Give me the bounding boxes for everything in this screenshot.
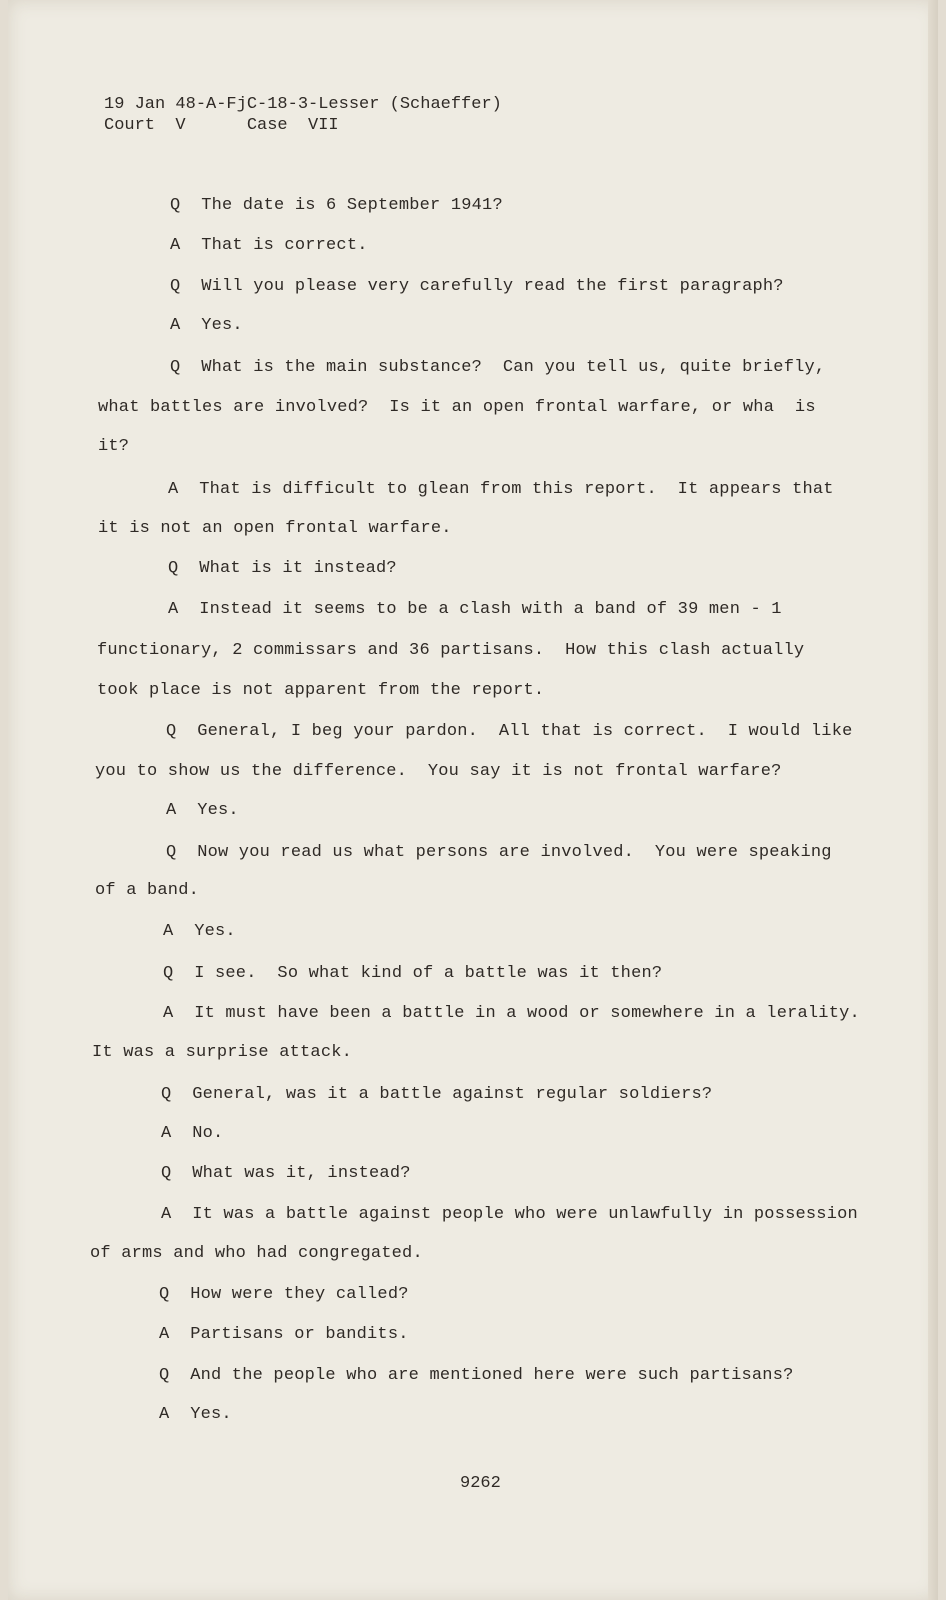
testimony-line: A Yes. — [166, 801, 239, 820]
testimony-line: A Instead it seems to be a clash with a band of 39 men - 1 — [168, 600, 782, 619]
testimony-line: A It must have been a battle in a wood or somewhere in a lerality. — [163, 1004, 860, 1023]
testimony-line: A It was a battle against people who were unlawfully in possession — [161, 1205, 858, 1224]
testimony-line: Q How were they called? — [159, 1285, 409, 1304]
testimony-line: Q General, I beg your pardon. All that is correct. I would like — [166, 722, 853, 741]
testimony-line: functionary, 2 commissars and 36 partisans. How this clash actually — [97, 641, 805, 660]
testimony-line: Q The date is 6 September 1941? — [170, 196, 503, 215]
testimony-line: Q What is it instead? — [168, 559, 397, 578]
testimony-line: it? — [98, 437, 130, 456]
testimony-line: A That is correct. — [170, 236, 368, 255]
testimony-line: Q Now you read us what persons are involved. You were speaking — [166, 843, 832, 862]
testimony-line: took place is not apparent from the report. — [97, 681, 545, 700]
testimony-line: what battles are involved? Is it an open frontal warfare, or wha is — [98, 398, 816, 417]
testimony-line: Q What is the main substance? Can you tell us, quite briefly, — [170, 358, 826, 377]
testimony-line: Q And the people who are mentioned here were such partisans? — [159, 1366, 794, 1385]
testimony-line: A Yes. — [159, 1405, 232, 1424]
testimony-line: Q Will you please very carefully read the first paragraph? — [170, 277, 784, 296]
testimony-line: A Yes. — [170, 316, 243, 335]
testimony-line: A Partisans or bandits. — [159, 1325, 409, 1344]
testimony-line: Q What was it, instead? — [161, 1164, 411, 1183]
header-line-2: Court V Case VII — [104, 116, 339, 135]
header-line-1: 19 Jan 48-A-FjC-18-3-Lesser (Schaeffer) — [104, 95, 502, 114]
testimony-line: of a band. — [95, 881, 200, 900]
testimony-line: Q General, was it a battle against regular soldiers? — [161, 1085, 713, 1104]
page-number: 9262 — [460, 1474, 501, 1493]
document-page — [8, 0, 938, 1600]
testimony-line: A No. — [161, 1124, 224, 1143]
testimony-line: Q I see. So what kind of a battle was it then? — [163, 964, 663, 983]
testimony-line: of arms and who had congregated. — [90, 1244, 423, 1263]
testimony-line: it is not an open frontal warfare. — [98, 519, 452, 538]
testimony-line: It was a surprise attack. — [92, 1043, 353, 1062]
testimony-line: A Yes. — [163, 922, 236, 941]
testimony-line: A That is difficult to glean from this report. It appears that — [168, 480, 834, 499]
testimony-line: you to show us the difference. You say it is not frontal warfare? — [95, 762, 782, 781]
testimony-body — [8, 0, 938, 1600]
